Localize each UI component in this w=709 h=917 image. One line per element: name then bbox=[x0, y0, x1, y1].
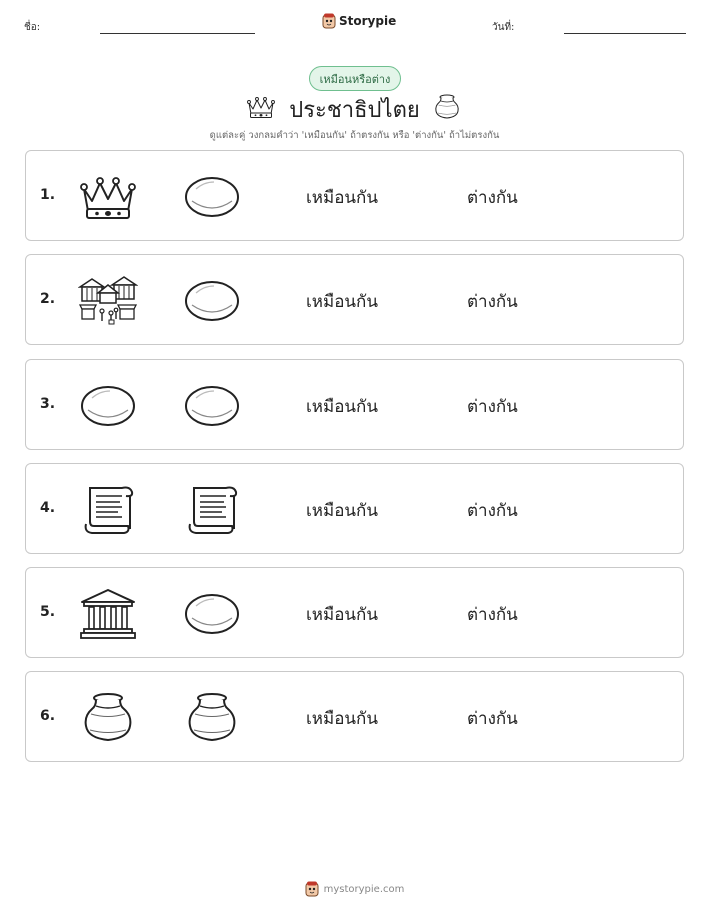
date-label: วันที่: bbox=[492, 22, 515, 33]
name-line[interactable] bbox=[100, 33, 255, 34]
row-number: 3. bbox=[40, 396, 56, 412]
date-line[interactable] bbox=[564, 33, 686, 34]
scroll-icon bbox=[78, 484, 138, 536]
pair-row-2 bbox=[25, 254, 684, 345]
activity-badge: เหมือนหรือต่าง bbox=[309, 66, 401, 91]
footer bbox=[0, 881, 709, 897]
crown-icon bbox=[78, 171, 138, 223]
row-number: 4. bbox=[40, 500, 56, 516]
page-title: ประชาธิปไตย bbox=[289, 98, 420, 123]
stone-icon bbox=[182, 275, 242, 327]
brand bbox=[322, 13, 396, 29]
pair-row-4 bbox=[25, 463, 684, 554]
temple-icon bbox=[78, 588, 138, 640]
different-option[interactable]: ต่างกัน bbox=[467, 605, 518, 625]
different-option[interactable]: ต่างกัน bbox=[467, 501, 518, 521]
stone-icon bbox=[182, 588, 242, 640]
storypie-logo-icon bbox=[322, 13, 336, 29]
same-option[interactable]: เหมือนกัน bbox=[306, 397, 378, 417]
different-option[interactable]: ต่างกัน bbox=[467, 292, 518, 312]
different-option[interactable]: ต่างกัน bbox=[467, 397, 518, 417]
pair-row-3 bbox=[25, 359, 684, 450]
row-number: 1. bbox=[40, 187, 56, 203]
stone-icon bbox=[182, 380, 242, 432]
pair-row-5 bbox=[25, 567, 684, 658]
name-label: ชื่อ: bbox=[24, 22, 41, 33]
row-number: 5. bbox=[40, 604, 56, 620]
storypie-logo-icon bbox=[305, 881, 319, 897]
row-number: 6. bbox=[40, 708, 56, 724]
same-option[interactable]: เหมือนกัน bbox=[306, 709, 378, 729]
same-option[interactable]: เหมือนกัน bbox=[306, 188, 378, 208]
pot-icon bbox=[78, 692, 138, 744]
instructions: ดูแต่ละคู่ วงกลมคำว่า 'เหมือนกัน' ถ้าตรงกัน หรือ 'ต่างกัน' ถ้าไม่ตรงกัน bbox=[209, 130, 500, 141]
pair-row-1 bbox=[25, 150, 684, 241]
pot-icon bbox=[182, 692, 242, 744]
different-option[interactable]: ต่างกัน bbox=[467, 709, 518, 729]
stone-icon bbox=[78, 380, 138, 432]
market-icon bbox=[78, 275, 138, 327]
scroll-icon bbox=[182, 484, 242, 536]
pair-row-6 bbox=[25, 671, 684, 762]
row-number: 2. bbox=[40, 291, 56, 307]
same-option[interactable]: เหมือนกัน bbox=[306, 501, 378, 521]
stone-icon bbox=[182, 171, 242, 223]
same-option[interactable]: เหมือนกัน bbox=[306, 292, 378, 312]
same-option[interactable]: เหมือนกัน bbox=[306, 605, 378, 625]
different-option[interactable]: ต่างกัน bbox=[467, 188, 518, 208]
footer-url[interactable]: mystorypie.com bbox=[323, 883, 405, 895]
brand-name: Storypie bbox=[339, 14, 397, 28]
pot-icon bbox=[432, 91, 462, 123]
